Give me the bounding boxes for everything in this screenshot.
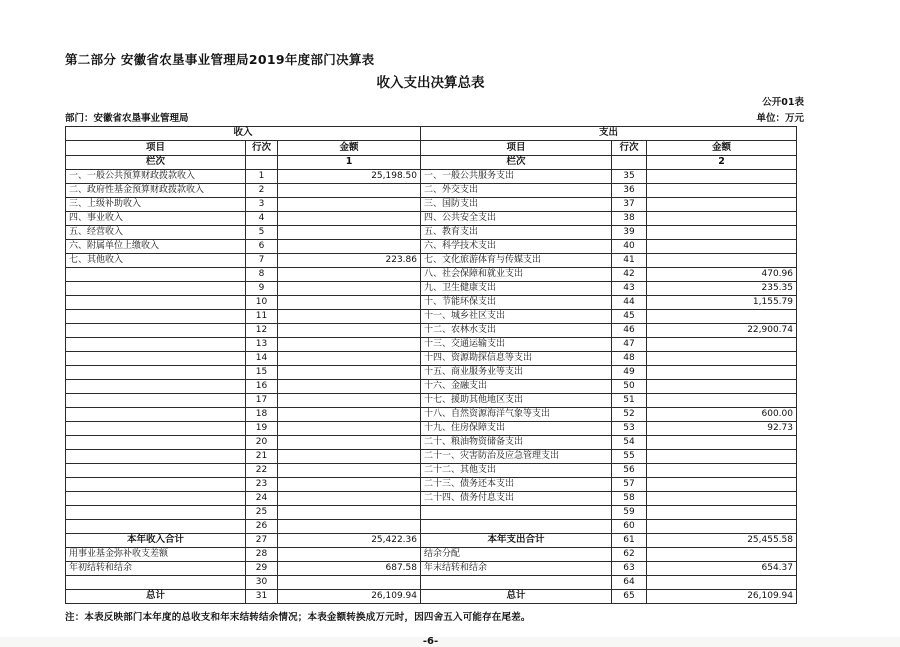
column-index-row	[66, 156, 797, 170]
table-row	[66, 352, 797, 366]
income-item-cell	[66, 352, 246, 366]
table-row	[66, 380, 797, 394]
table-row	[66, 436, 797, 450]
income-item-cell: 本年收入合计	[66, 534, 246, 548]
table-row	[66, 296, 797, 310]
expense-line-cell: 44	[612, 296, 647, 310]
expense-line-cell: 62	[612, 548, 647, 562]
income-amount-header: 金额	[278, 141, 421, 156]
expense-line-cell: 42	[612, 268, 647, 282]
expense-line-cell: 57	[612, 478, 647, 492]
table-row	[66, 394, 797, 408]
income-line-cell: 30	[246, 576, 278, 590]
income-amount-cell	[278, 422, 421, 436]
meta-row	[65, 110, 804, 124]
expense-amount-cell: 22,900.74	[647, 324, 797, 338]
table-row	[66, 464, 797, 478]
income-item-cell	[66, 380, 246, 394]
page-content	[65, 0, 804, 647]
expense-item-cell: 十五、商业服务业等支出	[421, 366, 612, 380]
income-line-cell: 29	[246, 562, 278, 576]
income-item-cell	[66, 576, 246, 590]
income-amount-cell	[278, 282, 421, 296]
expense-item-cell: 三、国防支出	[421, 198, 612, 212]
expense-item-cell: 九、卫生健康支出	[421, 282, 612, 296]
income-amount-cell	[278, 492, 421, 506]
income-line-cell: 22	[246, 464, 278, 478]
table-row	[66, 268, 797, 282]
income-amount-cell: 223.86	[278, 254, 421, 268]
expense-item-cell: 十二、农林水支出	[421, 324, 612, 338]
income-index-label: 栏次	[66, 156, 246, 170]
income-line-cell: 13	[246, 338, 278, 352]
table-row	[66, 366, 797, 380]
department-label: 部门：安徽省农垦事业管理局	[65, 113, 189, 124]
expense-line-cell: 64	[612, 576, 647, 590]
expense-amount-cell	[647, 366, 797, 380]
income-line-cell: 4	[246, 212, 278, 226]
income-amount-cell: 25,198.50	[278, 170, 421, 184]
table-row	[66, 548, 797, 562]
income-amount-cell	[278, 184, 421, 198]
income-item-cell	[66, 464, 246, 478]
expense-item-cell: 二十二、其他支出	[421, 464, 612, 478]
income-line-cell: 26	[246, 520, 278, 534]
income-item-cell: 五、经营收入	[66, 226, 246, 240]
expense-item-cell: 二十三、债务还本支出	[421, 478, 612, 492]
expense-line-cell: 52	[612, 408, 647, 422]
expense-amount-cell	[647, 548, 797, 562]
income-line-cell: 6	[246, 240, 278, 254]
income-line-cell: 17	[246, 394, 278, 408]
expense-item-cell: 二十、粮油物资储备支出	[421, 436, 612, 450]
income-amount-cell	[278, 226, 421, 240]
expense-line-cell: 35	[612, 170, 647, 184]
income-section-header: 收入	[66, 127, 421, 141]
income-amount-cell: 26,109.94	[278, 590, 421, 604]
expense-amount-cell	[647, 240, 797, 254]
table-row	[66, 310, 797, 324]
table-row	[66, 338, 797, 352]
expense-index-blank	[612, 156, 647, 170]
expense-item-cell: 年末结转和结余	[421, 562, 612, 576]
expense-index-label: 栏次	[421, 156, 612, 170]
income-item-cell	[66, 296, 246, 310]
expense-line-cell: 41	[612, 254, 647, 268]
income-line-cell: 11	[246, 310, 278, 324]
expense-item-cell	[421, 576, 612, 590]
expense-amount-cell	[647, 170, 797, 184]
income-amount-cell	[278, 366, 421, 380]
table-row	[66, 492, 797, 506]
expense-line-cell: 45	[612, 310, 647, 324]
table-row	[66, 478, 797, 492]
income-line-cell: 25	[246, 506, 278, 520]
expense-line-cell: 46	[612, 324, 647, 338]
expense-amount-cell	[647, 226, 797, 240]
page-number: -6-	[422, 636, 439, 647]
income-item-cell	[66, 310, 246, 324]
expense-line-cell: 60	[612, 520, 647, 534]
income-item-cell: 用事业基金弥补收支差额	[66, 548, 246, 562]
table-row	[66, 590, 797, 604]
expense-line-cell: 65	[612, 590, 647, 604]
income-line-cell: 14	[246, 352, 278, 366]
income-amount-cell	[278, 576, 421, 590]
expense-line-cell: 54	[612, 436, 647, 450]
expense-line-cell: 49	[612, 366, 647, 380]
expense-item-cell: 结余分配	[421, 548, 612, 562]
expense-line-cell: 59	[612, 506, 647, 520]
income-line-cell: 8	[246, 268, 278, 282]
expense-line-cell: 43	[612, 282, 647, 296]
footnote: 注：本表反映部门本年度的总收支和年末结转结余情况；本表金额转换成万元时，因四舍五入可能存在尾差。	[65, 612, 531, 623]
expense-amount-cell: 470.96	[647, 268, 797, 282]
part-title: 第二部分 安徽省农垦事业管理局2019年度部门决算表	[65, 52, 375, 67]
expense-amount-cell: 25,455.58	[647, 534, 797, 548]
income-amount-cell	[278, 380, 421, 394]
expense-item-cell: 二、外交支出	[421, 184, 612, 198]
expense-amount-cell	[647, 520, 797, 534]
income-line-cell: 15	[246, 366, 278, 380]
income-line-header: 行次	[246, 141, 278, 156]
income-item-cell	[66, 282, 246, 296]
income-item-cell: 一、一般公共预算财政拨款收入	[66, 170, 246, 184]
income-item-cell	[66, 338, 246, 352]
expense-amount-cell: 92.73	[647, 422, 797, 436]
income-line-cell: 9	[246, 282, 278, 296]
expense-line-cell: 55	[612, 450, 647, 464]
expense-item-cell: 八、社会保障和就业支出	[421, 268, 612, 282]
income-line-cell: 24	[246, 492, 278, 506]
income-item-cell	[66, 492, 246, 506]
expense-line-cell: 40	[612, 240, 647, 254]
expense-line-cell: 56	[612, 464, 647, 478]
income-amount-cell	[278, 436, 421, 450]
income-item-cell	[66, 268, 246, 282]
expense-item-cell: 五、教育支出	[421, 226, 612, 240]
expense-amount-cell	[647, 310, 797, 324]
expense-amount-cell	[647, 506, 797, 520]
table-row	[66, 170, 797, 184]
column-header-row	[66, 141, 797, 156]
expense-item-cell: 十九、住房保障支出	[421, 422, 612, 436]
table-row	[66, 534, 797, 548]
income-amount-cell	[278, 212, 421, 226]
expense-item-cell: 十六、金融支出	[421, 380, 612, 394]
expense-amount-cell	[647, 492, 797, 506]
expense-amount-cell: 235.35	[647, 282, 797, 296]
expense-item-cell: 一、一般公共服务支出	[421, 170, 612, 184]
income-item-cell	[66, 394, 246, 408]
expense-amount-cell: 600.00	[647, 408, 797, 422]
income-amount-cell: 687.58	[278, 562, 421, 576]
table-body	[66, 170, 797, 604]
expense-item-cell: 总计	[421, 590, 612, 604]
income-amount-cell	[278, 506, 421, 520]
income-line-cell: 20	[246, 436, 278, 450]
expense-amount-cell	[647, 464, 797, 478]
income-amount-cell	[278, 240, 421, 254]
expense-line-cell: 37	[612, 198, 647, 212]
expense-line-cell: 61	[612, 534, 647, 548]
expense-item-cell: 十八、自然资源海洋气象等支出	[421, 408, 612, 422]
expense-section-header: 支出	[421, 127, 797, 141]
income-amount-cell	[278, 520, 421, 534]
expense-amount-cell	[647, 478, 797, 492]
income-line-cell: 7	[246, 254, 278, 268]
income-line-cell: 10	[246, 296, 278, 310]
income-amount-cell	[278, 408, 421, 422]
table-row	[66, 198, 797, 212]
income-item-cell	[66, 366, 246, 380]
income-item-cell: 四、事业收入	[66, 212, 246, 226]
income-line-cell: 3	[246, 198, 278, 212]
expense-amount-cell	[647, 450, 797, 464]
expense-amount-cell	[647, 254, 797, 268]
table-row	[66, 576, 797, 590]
expense-item-cell: 四、公共安全支出	[421, 212, 612, 226]
income-line-cell: 16	[246, 380, 278, 394]
income-line-cell: 23	[246, 478, 278, 492]
expense-amount-cell	[647, 352, 797, 366]
income-item-cell: 七、其他收入	[66, 254, 246, 268]
expense-item-cell: 十一、城乡社区支出	[421, 310, 612, 324]
income-line-cell: 27	[246, 534, 278, 548]
table-row	[66, 408, 797, 422]
income-amount-cell: 25,422.36	[278, 534, 421, 548]
table-row	[66, 450, 797, 464]
income-item-cell	[66, 520, 246, 534]
expense-amount-cell	[647, 338, 797, 352]
expense-item-cell: 十三、交通运输支出	[421, 338, 612, 352]
income-amount-cell	[278, 478, 421, 492]
expense-item-cell: 十七、援助其他地区支出	[421, 394, 612, 408]
expense-line-cell: 39	[612, 226, 647, 240]
form-code-label: 公开01表	[762, 97, 804, 108]
table-row	[66, 212, 797, 226]
expense-item-cell	[421, 520, 612, 534]
income-line-cell: 19	[246, 422, 278, 436]
expense-amount-cell	[647, 576, 797, 590]
income-line-cell: 1	[246, 170, 278, 184]
expense-item-cell	[421, 506, 612, 520]
income-line-cell: 12	[246, 324, 278, 338]
budget-summary-table	[65, 126, 797, 604]
income-amount-cell	[278, 338, 421, 352]
expense-amount-cell: 1,155.79	[647, 296, 797, 310]
income-item-cell: 二、政府性基金预算财政拨款收入	[66, 184, 246, 198]
expense-line-cell: 38	[612, 212, 647, 226]
income-line-cell: 18	[246, 408, 278, 422]
expense-item-header: 项目	[421, 141, 612, 156]
expense-line-cell: 63	[612, 562, 647, 576]
expense-amount-cell: 26,109.94	[647, 590, 797, 604]
expense-line-cell: 48	[612, 352, 647, 366]
expense-item-cell: 二十一、灾害防治及应急管理支出	[421, 450, 612, 464]
expense-amount-cell	[647, 184, 797, 198]
income-item-cell	[66, 422, 246, 436]
expense-item-cell: 七、文化旅游体育与传媒支出	[421, 254, 612, 268]
income-amount-cell	[278, 268, 421, 282]
expense-amount-cell	[647, 212, 797, 226]
table-row	[66, 520, 797, 534]
income-amount-cell	[278, 198, 421, 212]
expense-index-number: 2	[647, 156, 797, 170]
income-item-cell: 年初结转和结余	[66, 562, 246, 576]
income-amount-cell	[278, 296, 421, 310]
income-index-number: 1	[278, 156, 421, 170]
income-line-cell: 2	[246, 184, 278, 198]
expense-amount-cell	[647, 198, 797, 212]
income-amount-cell	[278, 464, 421, 478]
income-item-cell	[66, 478, 246, 492]
expense-line-cell: 50	[612, 380, 647, 394]
income-item-header: 项目	[66, 141, 246, 156]
income-line-cell: 21	[246, 450, 278, 464]
expense-amount-cell: 654.37	[647, 562, 797, 576]
income-line-cell: 28	[246, 548, 278, 562]
table-row	[66, 422, 797, 436]
income-item-cell: 三、上级补助收入	[66, 198, 246, 212]
income-amount-cell	[278, 548, 421, 562]
expense-line-header: 行次	[612, 141, 647, 156]
income-item-cell: 六、附属单位上缴收入	[66, 240, 246, 254]
expense-line-cell: 47	[612, 338, 647, 352]
income-item-cell	[66, 506, 246, 520]
expense-item-cell: 六、科学技术支出	[421, 240, 612, 254]
table-title: 收入支出决算总表	[376, 75, 485, 91]
income-item-cell	[66, 408, 246, 422]
income-amount-cell	[278, 324, 421, 338]
table-row	[66, 562, 797, 576]
income-line-cell: 31	[246, 590, 278, 604]
expense-line-cell: 51	[612, 394, 647, 408]
table-row	[66, 282, 797, 296]
income-amount-cell	[278, 352, 421, 366]
table-row	[66, 506, 797, 520]
income-amount-cell	[278, 450, 421, 464]
expense-amount-cell	[647, 436, 797, 450]
expense-item-cell: 二十四、债务付息支出	[421, 492, 612, 506]
expense-item-cell: 十四、资源勘探信息等支出	[421, 352, 612, 366]
table-row	[66, 240, 797, 254]
table-row	[66, 226, 797, 240]
expense-item-cell: 十、节能环保支出	[421, 296, 612, 310]
expense-line-cell: 36	[612, 184, 647, 198]
income-index-blank	[246, 156, 278, 170]
expense-item-cell: 本年支出合计	[421, 534, 612, 548]
income-item-cell: 总计	[66, 590, 246, 604]
expense-amount-header: 金额	[647, 141, 797, 156]
income-line-cell: 5	[246, 226, 278, 240]
table-row	[66, 324, 797, 338]
income-amount-cell	[278, 394, 421, 408]
unit-label: 单位：万元	[756, 113, 804, 124]
expense-amount-cell	[647, 394, 797, 408]
expense-line-cell: 53	[612, 422, 647, 436]
income-item-cell	[66, 436, 246, 450]
income-item-cell	[66, 450, 246, 464]
income-item-cell	[66, 324, 246, 338]
expense-line-cell: 58	[612, 492, 647, 506]
income-amount-cell	[278, 310, 421, 324]
table-row	[66, 254, 797, 268]
expense-amount-cell	[647, 380, 797, 394]
section-header-row	[66, 127, 797, 141]
table-row	[66, 184, 797, 198]
